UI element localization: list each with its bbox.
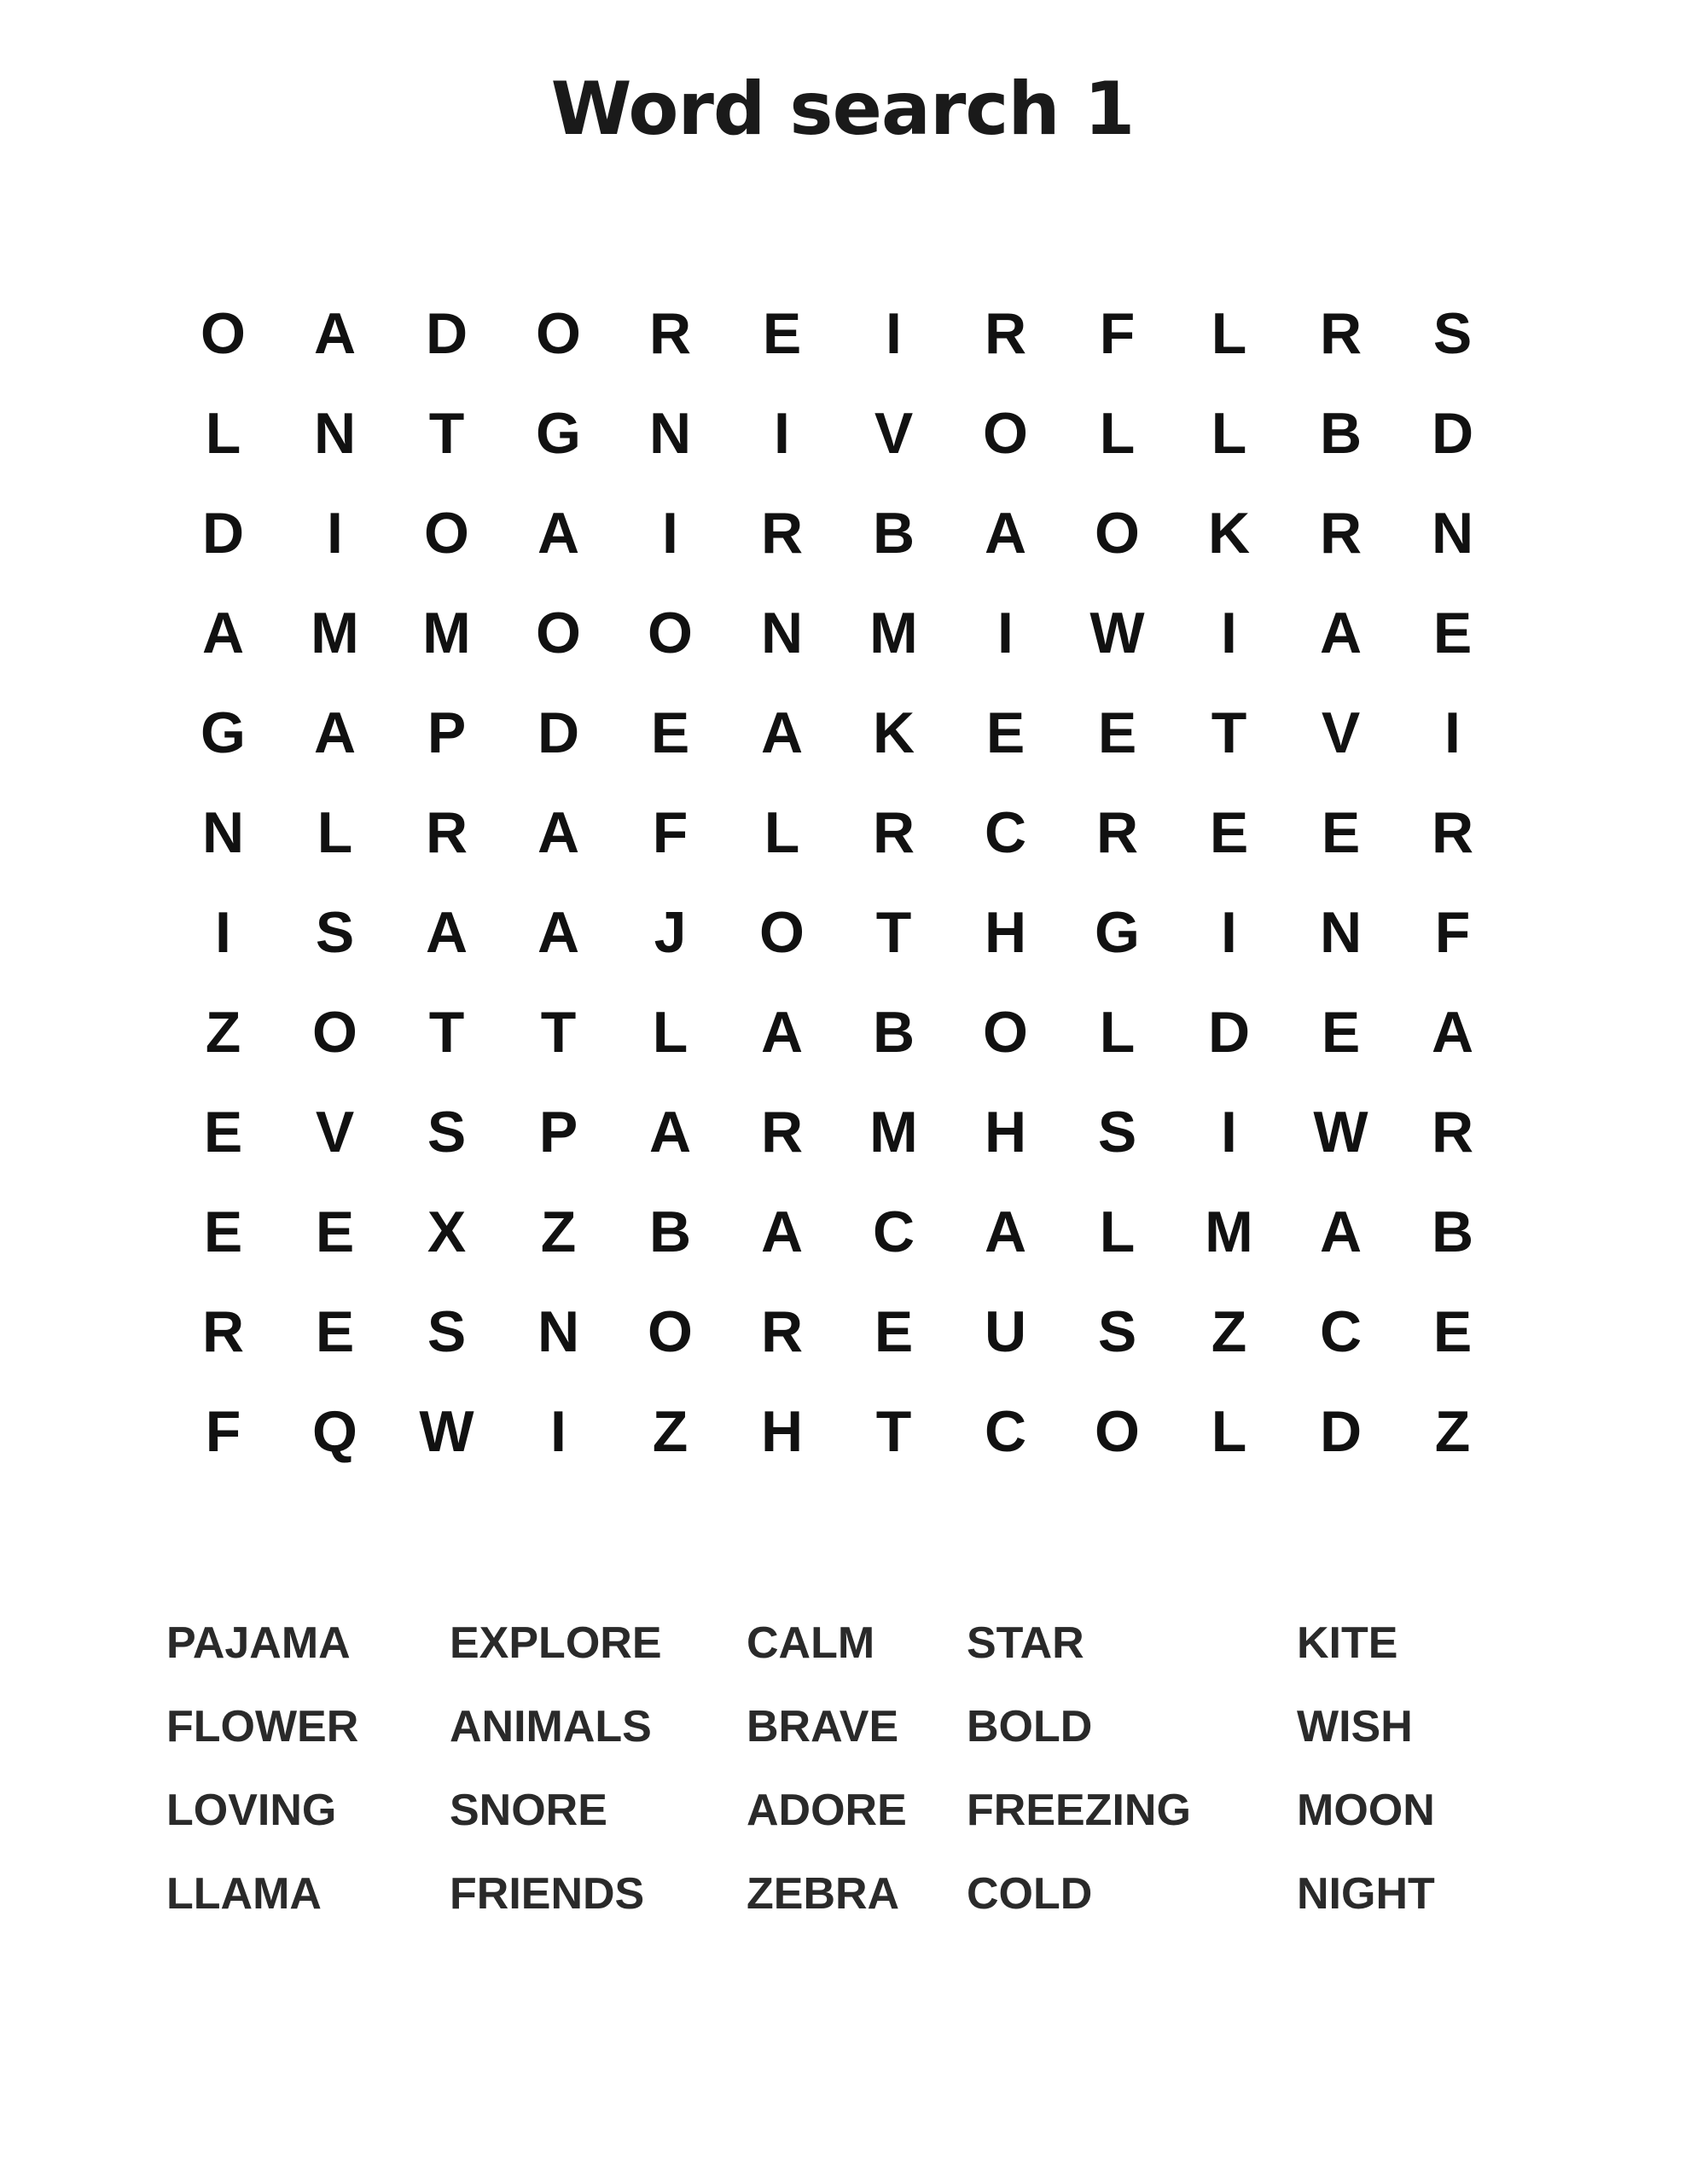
- word-list: [0, 1618, 1685, 1962]
- grid-letter[interactable]: A: [313, 300, 357, 366]
- grid-letter[interactable]: E: [985, 700, 1026, 765]
- grid-letter[interactable]: W: [419, 1398, 474, 1464]
- grid-letter[interactable]: L: [764, 799, 800, 865]
- grid-letter[interactable]: M: [311, 600, 359, 665]
- grid-letter[interactable]: O: [983, 999, 1028, 1065]
- word-list-item: SNORE: [450, 1786, 607, 1835]
- grid-letter[interactable]: R: [1431, 1099, 1474, 1165]
- grid-letter[interactable]: A: [537, 899, 580, 965]
- grid-letter[interactable]: I: [550, 1398, 567, 1464]
- grid-letter[interactable]: O: [424, 500, 469, 566]
- grid-letter[interactable]: E: [1432, 600, 1473, 665]
- grid-letter[interactable]: I: [774, 400, 790, 466]
- grid-letter[interactable]: R: [1319, 500, 1363, 566]
- word-list-item: PAJAMA: [166, 1618, 351, 1668]
- grid-letter[interactable]: A: [760, 700, 804, 765]
- word-list-item: KITE: [1297, 1618, 1398, 1668]
- grid-letter[interactable]: M: [1205, 1199, 1253, 1264]
- grid-letter[interactable]: I: [327, 500, 343, 566]
- grid-letter[interactable]: W: [1089, 600, 1145, 665]
- grid-letter[interactable]: I: [997, 600, 1014, 665]
- grid-letter[interactable]: A: [1431, 999, 1474, 1065]
- grid-letter[interactable]: E: [874, 1298, 914, 1364]
- grid-letter[interactable]: L: [1211, 300, 1247, 366]
- grid-letter[interactable]: E: [650, 700, 690, 765]
- grid-letter[interactable]: C: [1319, 1298, 1363, 1364]
- grid-letter[interactable]: N: [648, 400, 692, 466]
- grid-letter[interactable]: O: [536, 600, 581, 665]
- word-list-item: CALM: [747, 1618, 875, 1668]
- grid-letter[interactable]: D: [537, 700, 580, 765]
- grid-letter[interactable]: C: [984, 1398, 1027, 1464]
- grid-letter[interactable]: N: [760, 600, 804, 665]
- grid-letter[interactable]: B: [1319, 400, 1363, 466]
- grid-letter[interactable]: T: [875, 1398, 912, 1464]
- grid-letter[interactable]: O: [200, 300, 246, 366]
- word-list-item: EXPLORE: [450, 1618, 662, 1668]
- grid-letter[interactable]: L: [1211, 400, 1247, 466]
- word-column: [450, 1618, 662, 1955]
- grid-letter[interactable]: D: [1207, 999, 1251, 1065]
- word-list-item: FREEZING: [967, 1786, 1191, 1835]
- word-list-item: LLAMA: [166, 1869, 322, 1919]
- grid-letter[interactable]: C: [984, 799, 1027, 865]
- grid-letter[interactable]: A: [760, 999, 804, 1065]
- word-list-item: LOVING: [166, 1786, 337, 1835]
- word-list-item: WISH: [1297, 1702, 1413, 1751]
- grid-letter[interactable]: B: [872, 999, 915, 1065]
- word-list-item: STAR: [967, 1618, 1084, 1668]
- grid-letter[interactable]: I: [1221, 1099, 1237, 1165]
- grid-letter[interactable]: L: [1211, 1398, 1247, 1464]
- grid-letter[interactable]: T: [1211, 700, 1247, 765]
- grid-letter[interactable]: P: [427, 700, 467, 765]
- grid-letter[interactable]: A: [313, 700, 357, 765]
- word-list-item: BOLD: [967, 1702, 1093, 1751]
- grid-letter[interactable]: S: [427, 1298, 467, 1364]
- grid-letter[interactable]: L: [205, 400, 241, 466]
- word-list-item: MOON: [1297, 1786, 1435, 1835]
- grid-letter[interactable]: P: [538, 1099, 578, 1165]
- grid-letter[interactable]: R: [201, 1298, 245, 1364]
- word-list-item: BRAVE: [747, 1702, 899, 1751]
- grid-letter[interactable]: G: [1095, 899, 1140, 965]
- grid-letter[interactable]: R: [760, 500, 804, 566]
- grid-letter[interactable]: E: [762, 300, 802, 366]
- grid-letter[interactable]: F: [1099, 300, 1136, 366]
- grid-letter[interactable]: I: [215, 899, 231, 965]
- grid-letter[interactable]: R: [1431, 799, 1474, 865]
- grid-letter[interactable]: F: [652, 799, 689, 865]
- grid-letter[interactable]: O: [648, 1298, 693, 1364]
- grid-letter[interactable]: J: [654, 899, 687, 965]
- grid-letter[interactable]: H: [984, 1099, 1027, 1165]
- grid-letter[interactable]: S: [315, 899, 355, 965]
- grid-letter[interactable]: H: [760, 1398, 804, 1464]
- grid-letter[interactable]: I: [1221, 600, 1237, 665]
- word-list-item: NIGHT: [1297, 1869, 1435, 1919]
- grid-letter[interactable]: E: [1321, 999, 1361, 1065]
- grid-letter[interactable]: W: [1313, 1099, 1368, 1165]
- grid-letter[interactable]: O: [536, 300, 581, 366]
- grid-letter[interactable]: N: [537, 1298, 580, 1364]
- grid-letter[interactable]: E: [203, 1199, 243, 1264]
- grid-letter[interactable]: D: [1431, 400, 1474, 466]
- grid-letter[interactable]: R: [1319, 300, 1363, 366]
- grid-letter[interactable]: V: [315, 1099, 355, 1165]
- grid-letter[interactable]: I: [1444, 700, 1461, 765]
- grid-letter[interactable]: L: [1099, 400, 1136, 466]
- grid-letter[interactable]: G: [536, 400, 581, 466]
- grid-letter[interactable]: L: [1099, 999, 1136, 1065]
- grid-letter[interactable]: T: [428, 999, 465, 1065]
- grid-letter[interactable]: N: [201, 799, 245, 865]
- grid-letter[interactable]: S: [1097, 1298, 1137, 1364]
- grid-letter[interactable]: T: [428, 400, 465, 466]
- grid-letter[interactable]: I: [886, 300, 902, 366]
- grid-letter[interactable]: A: [648, 1099, 692, 1165]
- grid-letter[interactable]: A: [760, 1199, 804, 1264]
- word-list-item: FRIENDS: [450, 1869, 645, 1919]
- grid-letter[interactable]: O: [312, 999, 357, 1065]
- grid-letter[interactable]: E: [315, 1199, 355, 1264]
- grid-letter[interactable]: N: [1319, 899, 1363, 965]
- grid-letter[interactable]: S: [1097, 1099, 1137, 1165]
- grid-letter[interactable]: B: [648, 1199, 692, 1264]
- word-list-item: FLOWER: [166, 1702, 359, 1751]
- grid-letter[interactable]: R: [648, 300, 692, 366]
- grid-letter[interactable]: H: [984, 899, 1027, 965]
- grid-letter[interactable]: A: [1319, 1199, 1363, 1264]
- letter-grid: [167, 283, 1508, 1475]
- grid-letter[interactable]: E: [1097, 700, 1137, 765]
- grid-letter[interactable]: B: [872, 500, 915, 566]
- grid-letter[interactable]: R: [760, 1298, 804, 1364]
- grid-letter[interactable]: M: [869, 600, 918, 665]
- grid-letter[interactable]: A: [537, 799, 580, 865]
- grid-letter[interactable]: Z: [205, 999, 241, 1065]
- grid-letter[interactable]: Z: [1211, 1298, 1247, 1364]
- grid-letter[interactable]: T: [540, 999, 577, 1065]
- word-column: [1297, 1618, 1435, 1955]
- grid-letter[interactable]: L: [317, 799, 353, 865]
- grid-letter[interactable]: R: [1095, 799, 1139, 865]
- grid-letter[interactable]: D: [425, 300, 468, 366]
- grid-letter[interactable]: L: [652, 999, 689, 1065]
- grid-letter[interactable]: I: [1221, 899, 1237, 965]
- grid-letter[interactable]: E: [1209, 799, 1249, 865]
- grid-letter[interactable]: N: [313, 400, 357, 466]
- grid-letter[interactable]: S: [427, 1099, 467, 1165]
- grid-letter[interactable]: A: [984, 1199, 1027, 1264]
- grid-letter[interactable]: E: [315, 1298, 355, 1364]
- grid-letter[interactable]: F: [1434, 899, 1471, 965]
- grid-letter[interactable]: E: [1321, 799, 1361, 865]
- grid-letter[interactable]: Z: [652, 1398, 689, 1464]
- word-list-item: ANIMALS: [450, 1702, 652, 1751]
- grid-letter[interactable]: B: [1431, 1199, 1474, 1264]
- grid-letter[interactable]: Q: [312, 1398, 357, 1464]
- grid-letter[interactable]: R: [872, 799, 915, 865]
- grid-letter[interactable]: M: [869, 1099, 918, 1165]
- grid-letter[interactable]: R: [425, 799, 468, 865]
- grid-letter[interactable]: O: [648, 600, 693, 665]
- grid-letter[interactable]: T: [875, 899, 912, 965]
- grid-letter[interactable]: Z: [540, 1199, 577, 1264]
- grid-letter[interactable]: O: [983, 400, 1028, 466]
- grid-letter[interactable]: R: [760, 1099, 804, 1165]
- grid-letter[interactable]: F: [205, 1398, 241, 1464]
- word-list-item: COLD: [967, 1869, 1093, 1919]
- grid-letter[interactable]: L: [1099, 1199, 1136, 1264]
- grid-letter[interactable]: Z: [1434, 1398, 1471, 1464]
- word-list-item: ZEBRA: [747, 1869, 900, 1919]
- grid-letter[interactable]: X: [427, 1199, 467, 1264]
- grid-letter[interactable]: A: [201, 600, 245, 665]
- grid-letter[interactable]: O: [1095, 500, 1140, 566]
- grid-letter[interactable]: V: [874, 400, 914, 466]
- grid-letter[interactable]: M: [422, 600, 471, 665]
- grid-letter[interactable]: K: [872, 700, 915, 765]
- grid-letter[interactable]: A: [1319, 600, 1363, 665]
- word-column: [747, 1618, 907, 1955]
- grid-letter[interactable]: O: [1095, 1398, 1140, 1464]
- grid-letter[interactable]: A: [537, 500, 580, 566]
- grid-letter[interactable]: I: [662, 500, 678, 566]
- grid-letter[interactable]: A: [984, 500, 1027, 566]
- word-list-item: ADORE: [747, 1786, 907, 1835]
- grid-letter[interactable]: E: [203, 1099, 243, 1165]
- grid-letter[interactable]: N: [1431, 500, 1474, 566]
- grid-letter[interactable]: A: [425, 899, 468, 965]
- grid-letter[interactable]: D: [201, 500, 245, 566]
- grid-letter[interactable]: K: [1207, 500, 1251, 566]
- grid-letter[interactable]: V: [1321, 700, 1361, 765]
- grid-letter[interactable]: E: [1432, 1298, 1473, 1364]
- grid-letter[interactable]: U: [984, 1298, 1027, 1364]
- word-column: [166, 1618, 359, 1955]
- page-title: Word search 1: [550, 67, 1135, 152]
- grid-letter[interactable]: D: [1319, 1398, 1363, 1464]
- grid-letter[interactable]: S: [1432, 300, 1473, 366]
- grid-letter[interactable]: O: [759, 899, 805, 965]
- grid-letter[interactable]: C: [872, 1199, 915, 1264]
- grid-letter[interactable]: R: [984, 300, 1027, 366]
- grid-letter[interactable]: G: [200, 700, 246, 765]
- word-column: [967, 1618, 1191, 1955]
